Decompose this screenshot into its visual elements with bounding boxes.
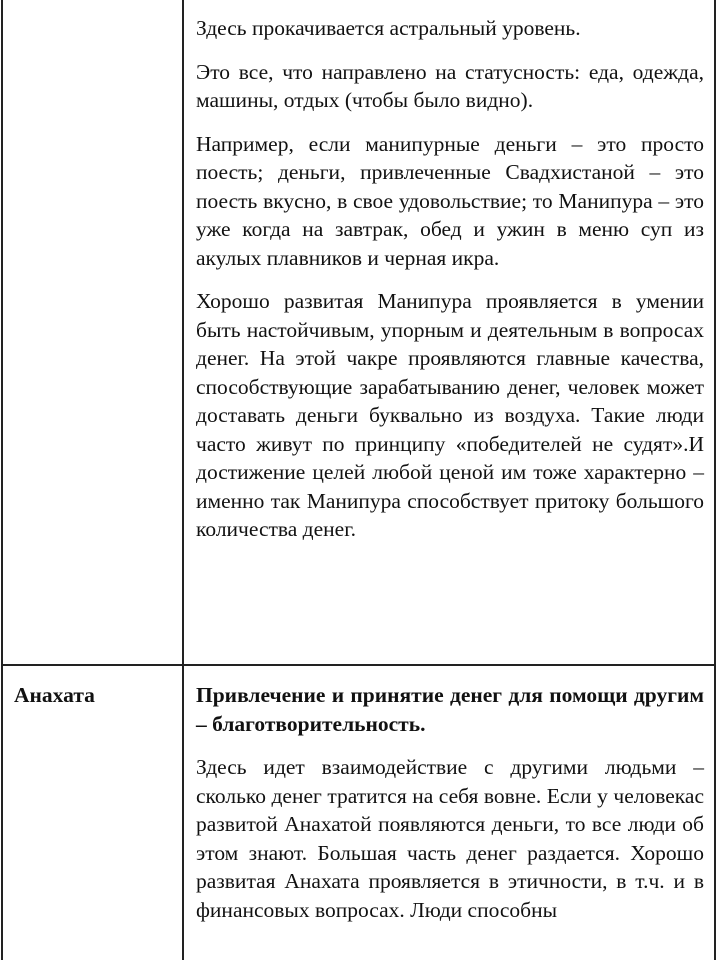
table-column-divider [182,0,184,960]
paragraph: Это все, что направлено на статусность: еда, одежда, машины, отдых (чтобы было видно). [196,59,704,112]
table-border-left [1,0,3,960]
row-heading: Привлечение и принятие денег для помощи другим – благотворительность. [196,683,704,736]
table-row-1-content [196,14,704,559]
paragraph: Здесь прокачивается астральный уровень. [196,16,581,40]
paragraph: Например, если манипурные деньги – это просто поесть; деньги, привлеченные Свадхистаной – это поесть вкусно, в свое удовольствие; то Манипура – это уже когда на завтрак, обед и ужин в меню суп из акулых плавников и черная икра. [196,131,704,270]
row-label-anahata: Анахата [14,683,95,707]
table-row-2-label [14,681,174,710]
table-row-divider [1,664,715,666]
table-border-right [714,0,716,960]
paragraph: Хорошо развитая Манипура проявляется в умении быть настойчивым, упорным и деятельным в вопросах денег. На этой чакре проявляются главные качества, способствующие зарабатыванию денег, человек может доставать деньги буквально из воздуха. Такие люди часто живут по принципу «победителей не судят».И достижение целей любой ценой им тоже характерно – именно так Манипура способствует притоку большого количества денег. [196,289,704,541]
paragraph: Здесь идет взаимодействие с другими людьми – сколько денег тратится на себя вовне. Если у человекас развитой Анахатой появляются деньги, то все люди об этом знают. Большая часть денег раздается. Хорошо развитая Анахата проявляется в этичности, в т.ч. и в финансовых вопросах. Люди способны [196,755,704,922]
table-row-2-content [196,681,704,939]
